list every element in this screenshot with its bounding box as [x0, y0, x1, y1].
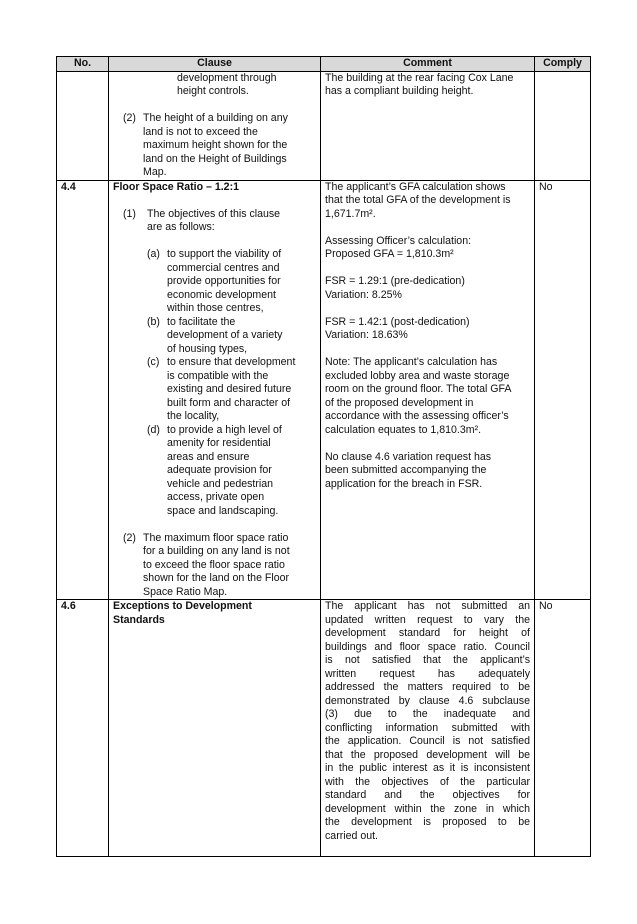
header-no: No.	[57, 57, 109, 72]
table-row	[57, 180, 591, 600]
table-row	[57, 71, 591, 180]
row1-comply	[535, 71, 591, 180]
table-header-row	[57, 57, 591, 72]
comment-fsr-pre: FSR = 1.29:1 (pre-dedication) Variation: 8.25%	[325, 275, 465, 301]
row2-objectives-intro: (1) The objectives of this clause are as follows:	[123, 207, 281, 233]
table-row	[57, 600, 591, 857]
comment-note: Note: The applicant’s calculation has excluded lobby area and waste storage room on the ground floor. The total GFA of the proposed development in accordance with the assessing officer’s calculation equates to 1,810.3m².	[325, 356, 512, 436]
row2-comply: No	[535, 180, 591, 600]
row2-objective-a: (a) to support the viability of commercial centres and provide opportunities for economic development within those centres,	[147, 248, 282, 314]
row3-comment: The applicant has not submitted an updated written request to vary the development standard for height of buildings and floor space ratio. Council is not satisfied that the applicant’s written request has adequately addressed the matters required to be demonstrated by clause 4.6 subclause (3) due to the inadequate and conflicting information submitted with the application. Council is not satisfied that the proposed development will be in the public interest as it is inconsistent with the objectives of the particular standard and the objectives for development within the zone in which the development is proposed to be carried out.	[321, 600, 535, 857]
row3-clause: Exceptions to Development Standards	[109, 600, 321, 857]
row2-objective-d: (d) to provide a high level of amenity for residential areas and ensure adequate provision for vehicle and pedestrian access, private open space and landscaping.	[147, 423, 282, 517]
header-clause: Clause	[109, 57, 321, 72]
header-comment: Comment	[321, 57, 535, 72]
header-comply: Comply	[535, 57, 591, 72]
comment-fsr-post: FSR = 1.42:1 (post-dedication) Variation: 18.63%	[325, 315, 470, 341]
row1-subclause-2: (2) The height of a building on any land is not to exceed the maximum height shown for the land on the Height of Buildings Map.	[123, 112, 288, 178]
row1-comment: The building at the rear facing Cox Lane has a compliant building height.	[321, 71, 535, 180]
row2-subclause-2: (2) The maximum floor space ratio for a building on any land is not to exceed the floor space ratio shown for the land on the Floor Space Ratio Map.	[123, 531, 290, 598]
comment-gfa-applicant: The applicant’s GFA calculation shows that the total GFA of the development is 1,671.7m².	[325, 180, 511, 220]
row1-clause	[109, 71, 321, 180]
row2-objective-c: (c) to ensure that development is compatible with the existing and desired future built form and character of the locality,	[147, 356, 296, 422]
row2-comment	[321, 180, 535, 600]
compliance-table	[56, 56, 591, 857]
comment-no-variation: No clause 4.6 variation request has been submitted accompanying the application for the breach in FSR.	[325, 450, 492, 490]
row2-clause	[109, 180, 321, 600]
row2-objective-b: (b) to facilitate the development of a variety of housing types,	[147, 315, 283, 355]
row2-title: Floor Space Ratio – 1.2:1	[113, 180, 239, 193]
row1-no	[57, 71, 109, 180]
row3-no: 4.6	[57, 600, 109, 857]
comment-gfa-officer: Assessing Officer’s calculation: Proposed GFA = 1,810.3m²	[325, 234, 472, 260]
row2-no: 4.4	[57, 180, 109, 600]
row3-comply: No	[535, 600, 591, 857]
row1-clause-continuation: development through height controls.	[177, 71, 277, 97]
